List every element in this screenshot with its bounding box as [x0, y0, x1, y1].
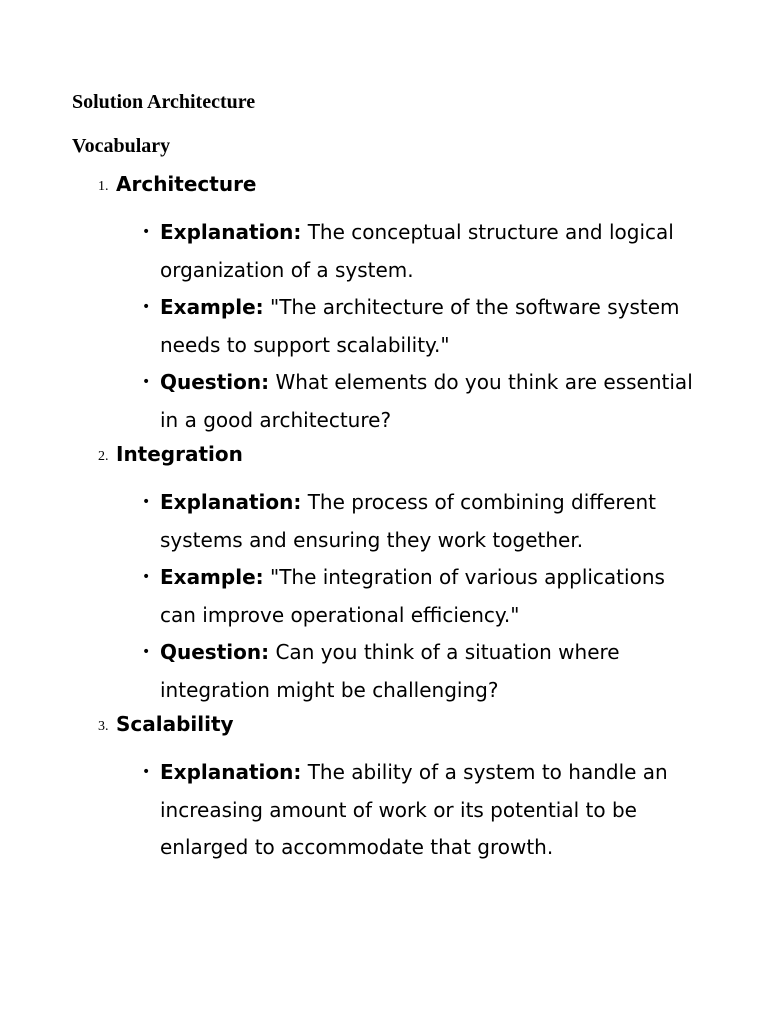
- term-name: Scalability: [116, 712, 234, 736]
- item-text: The conceptual structure and logical organization of a system.: [160, 220, 674, 282]
- term-integration: [72, 440, 712, 702]
- term-number: 3.: [98, 719, 109, 734]
- item-text: The ability of a system to handle an increasing amount of work or its potential to be enlarged to accommodate that growth.: [160, 760, 668, 859]
- term-scalability: [72, 710, 712, 859]
- term-name: Integration: [116, 442, 243, 466]
- term-header: [72, 710, 712, 740]
- example-item: [72, 289, 696, 364]
- item-label: Example:: [160, 295, 264, 319]
- item-label: Explanation:: [160, 220, 302, 244]
- bullet-icon: •: [142, 494, 151, 510]
- term-detail-list: [72, 484, 712, 709]
- document-title: Solution Architecture: [72, 91, 256, 113]
- term-detail-list: [72, 214, 712, 439]
- item-text: What elements do you think are essential in a good architecture?: [160, 370, 693, 432]
- item-label: Explanation:: [160, 490, 302, 514]
- bullet-icon: •: [142, 374, 151, 390]
- explanation-item: [72, 214, 696, 289]
- term-architecture: [72, 170, 712, 432]
- item-text: "The integration of various applications can improve operational efficiency.": [160, 565, 665, 627]
- item-text: "The architecture of the software system needs to support scalability.": [160, 295, 680, 357]
- section-heading: Vocabulary: [72, 135, 171, 157]
- bullet-icon: •: [142, 569, 151, 585]
- term-name: Architecture: [116, 172, 257, 196]
- term-number: 2.: [98, 449, 109, 464]
- explanation-item: [72, 484, 696, 559]
- item-text: Can you think of a situation where integration might be challenging?: [160, 640, 620, 702]
- term-header: [72, 440, 712, 470]
- term-header: [72, 170, 712, 200]
- term-detail-list: [72, 754, 712, 867]
- bullet-icon: •: [142, 299, 151, 315]
- question-item: [72, 634, 696, 709]
- term-number: 1.: [98, 179, 109, 194]
- explanation-item: [72, 754, 696, 867]
- bullet-icon: •: [142, 224, 151, 240]
- item-label: Example:: [160, 565, 264, 589]
- item-label: Question:: [160, 370, 270, 394]
- bullet-icon: •: [142, 644, 151, 660]
- item-label: Question:: [160, 640, 270, 664]
- item-label: Explanation:: [160, 760, 302, 784]
- question-item: [72, 364, 696, 439]
- bullet-icon: •: [142, 764, 151, 780]
- example-item: [72, 559, 696, 634]
- item-text: The process of combining different systems and ensuring they work together.: [160, 490, 656, 552]
